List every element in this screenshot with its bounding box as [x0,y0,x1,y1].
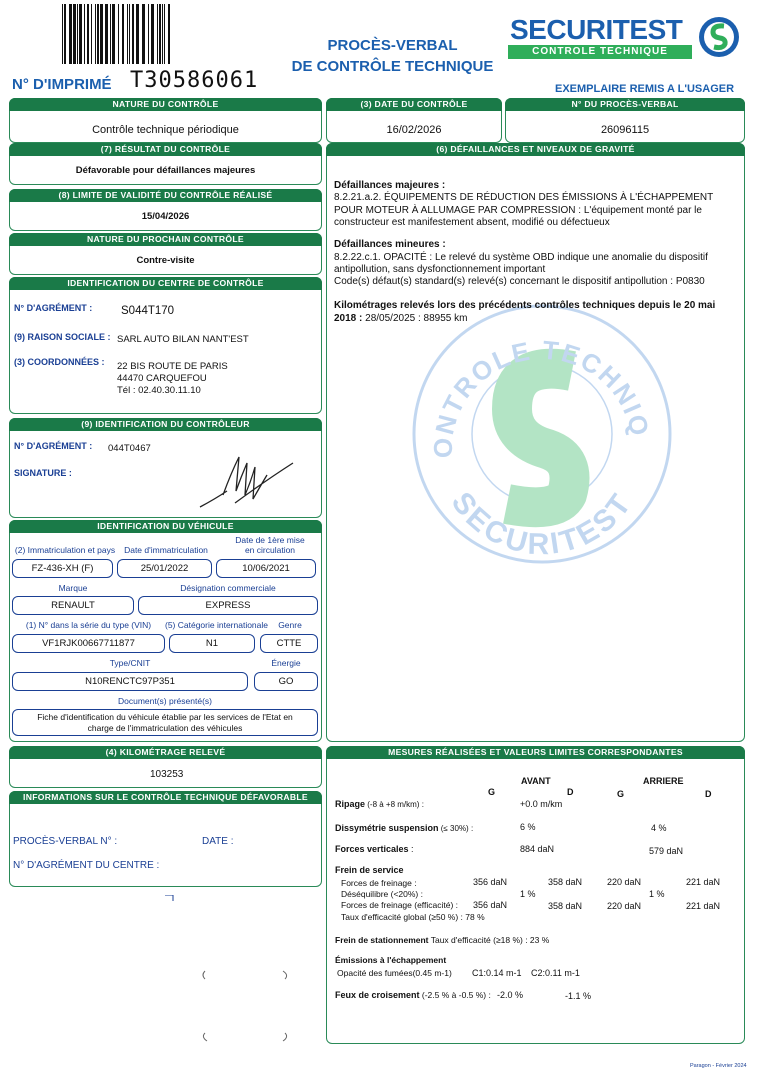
date-controle-box [326,98,502,143]
desequilibre-label: Déséquilibre (<20%) : [341,889,423,899]
centre-agrement-value: S044T170 [121,305,175,317]
opacite-c1: C1:0.14 m-1 [472,968,522,978]
type-label: Type/CNIT [109,658,151,668]
mineures-line2: antipollution, sans dysfonctionnement important [334,264,546,275]
nature-controle-title: NATURE DU CONTRÔLE [9,98,322,111]
ff-arriere-g: 220 daN [607,877,642,887]
controleur-agrement-value: 044T0467 [108,443,151,454]
feux-gauche: -2.0 % [497,990,524,1000]
stationnement-value: Taux d'efficacité (≥18 %) : 23 % [428,935,550,945]
centre-address1: 22 BIS ROUTE DE PARIS [117,361,228,372]
barcode-bar [157,4,158,64]
barcode-bar [168,4,170,64]
date-immat-value: 25/01/2022 [117,559,212,578]
majeures-title: Défaillances majeures : [334,180,446,191]
pv-number-value: 26096115 [600,124,650,136]
barcode-bar [79,4,82,64]
document-title-line1: PROCÈS-VERBAL [327,37,458,54]
forces-verticales-label: Forces verticales [335,844,409,854]
centre-raison-value: SARL AUTO BILAN NANT'EST [117,334,249,345]
centre-address2: 44470 CARQUEFOU [117,373,207,384]
ripage-limit: (-8 à +8 m/km) : [365,800,424,809]
designation-value: EXPRESS [138,596,318,615]
ffe-arriere-g: 220 daN [607,901,642,911]
first-circ-value: 10/06/2021 [216,559,316,578]
kilometrage-box [9,746,322,788]
prochain-value: Contre-visite [136,255,195,266]
watermark-top-text: ONTROLE TECHNIQ [427,334,656,459]
barcode-bar [112,4,115,64]
ff-avant-g: 356 daN [473,877,508,887]
ff-efficacite-label: Forces de freinage (efficacité) : [341,900,459,910]
ripage-value: +0.0 m/km [520,799,563,809]
centre-title: IDENTIFICATION DU CENTRE DE CONTRÔLE [9,277,322,290]
watermark-bottom-text: SECURITEST [444,486,640,562]
barcode-bar [142,4,145,64]
opacite-c2: C2:0.11 m-1 [531,968,580,978]
desequilibre-avant: 1 % [520,889,536,899]
stationnement-row [335,935,549,945]
pv-number-title: N° DU PROCÈS-VERBAL [505,98,745,111]
kilometrage-title: (4) KILOMÉTRAGE RELEVÉ [9,746,322,759]
centre-agrement-label: N° D'AGRÉMENT : [14,303,93,313]
feux-droit: -1.1 % [565,991,592,1001]
pv-number-box [505,98,745,143]
resultat-title: (7) RÉSULTAT DU CONTRÔLE [9,143,322,156]
controleur-agrement-label: N° D'AGRÉMENT : [14,441,93,451]
imprime-number: T30586061 [130,68,259,93]
majeures-line3: constructeur est manifestement absent, modifié ou défectueux [334,217,610,228]
barcode-bar [151,4,154,64]
immat-value: FZ-436-XH (F) [12,559,113,578]
footer-note: Paragon - Février 2024 [690,1063,747,1069]
stamp-frame-marks [165,895,315,1058]
opacite-label: Opacité des fumées(0.45 m-1) [337,968,452,978]
date-controle-value: 16/02/2026 [386,124,442,136]
signature-label: SIGNATURE : [14,468,72,478]
km-prev-value: 28/05/2025 : 88955 km [362,313,468,324]
barcode-bar [87,4,89,64]
frein-service-label: Frein de service [335,865,404,875]
exemplaire-label: EXEMPLAIRE REMIS A L'USAGER [555,83,735,95]
dissymetrie-label: Dissymétrie suspension [335,823,439,833]
designation-label: Désignation commerciale [180,583,276,593]
barcode-bar [162,4,163,64]
ff-avant-d: 358 daN [548,877,583,887]
categorie-value: N1 [169,634,255,653]
barcode-bar [148,4,149,64]
marque-label: Marque [58,583,88,593]
arriere-header: ARRIERE [643,776,684,786]
barcode-bar [132,4,134,64]
taux-efficacite-global: Taux d'efficacité global (≥50 %) : 78 % [341,912,485,922]
avant-header: AVANT [521,776,551,786]
kilometrage-value: 103253 [150,769,184,780]
defaillances-title: (6) DÉFAILLANCES ET NIVEAUX DE GRAVITÉ [326,143,745,156]
barcode-bar [73,4,76,64]
barcode-bar [105,4,108,64]
forces-verticales-row [335,844,414,854]
defavorable-title: INFORMATIONS SUR LE CONTRÔLE TECHNIQUE DÉFAVORABLE [9,791,322,804]
first-circ-label-b: en circulation [244,545,296,555]
documents-line2: charge de l'immatriculation des véhicules [87,723,243,733]
centre-coord-label: (3) COORDONNÉES : [14,357,105,367]
barcode-bar [95,4,96,64]
defavorable-date-label: DATE : [202,836,234,847]
defaillances-box [326,143,745,742]
centre-box [9,277,322,414]
dissymetrie-arriere: 4 % [651,823,667,833]
dissymetrie-row [335,823,473,833]
documents-label: Document(s) présenté(s) [117,696,212,706]
barcode-bar [97,4,99,64]
ffe-avant-g: 356 daN [473,900,508,910]
mineures-title: Défaillances mineures : [334,239,446,250]
vin-value: VF1RJK00667711877 [12,634,165,653]
barcode-bar [100,4,103,64]
date-controle-title: (3) DATE DU CONTRÔLE [326,98,502,111]
barcode-bar [129,4,130,64]
mineures-line1: 8.2.22.c.1. OPACITÉ : Le relevé du système OBD indique une anomalie du dispositif [334,252,708,263]
ripage-row [335,799,424,809]
imprime-label: N° D'IMPRIMÉ [12,76,112,93]
barcode-bar [69,4,72,64]
vehicule-title: IDENTIFICATION DU VÉHICULE [9,520,322,533]
vehicule-box [9,520,322,742]
energie-value: GO [254,672,318,691]
ripage-label: Ripage [335,799,366,809]
genre-label: Genre [278,620,302,630]
validite-title: (8) LIMITE DE VALIDITÉ DU CONTRÔLE RÉALISÉ [9,189,322,202]
dissymetrie-limit: (≤ 30%) : [438,824,474,833]
brand-s-icon [696,14,742,63]
immat-label: (2) Immatriculation et pays [14,545,116,555]
nature-controle-box [9,98,322,143]
barcode [60,4,175,66]
signature [195,433,305,516]
barcode-bar [91,4,92,64]
feux-limit: (-2.5 % à -0.5 %) : [419,990,491,1000]
validite-value: 15/04/2026 [141,211,190,222]
brand-subtitle: CONTROLE TECHNIQUE [508,45,692,59]
avant-d-header: D [567,787,574,797]
barcode-bar [122,4,124,64]
first-circ-label-a: Date de 1ère mise [235,535,305,545]
forces-freinage-label: Forces de freinage : [341,878,417,888]
document-title-line2: DE CONTRÔLE TECHNIQUE [291,58,494,75]
majeures-line1: 8.2.21.a.2. ÉQUIPEMENTS DE RÉDUCTION DES ÉMISSIONS À L'ÉCHAPPEMENT [334,192,714,203]
prochain-box [9,233,322,275]
defavorable-box [9,791,322,887]
stationnement-label: Frein de stationnement [335,935,429,945]
prochain-title: NATURE DU PROCHAIN CONTRÔLE [9,233,322,246]
date-immat-label: Date d'immatriculation [124,545,208,555]
nature-controle-value: Contrôle technique périodique [92,124,239,136]
genre-value: CTTE [260,634,318,653]
barcode-bar [136,4,139,64]
type-value: N10RENCTC97P351 [12,672,248,691]
ff-arriere-d: 221 daN [686,877,721,887]
barcode-bar [118,4,119,64]
validite-box [9,189,322,231]
defavorable-pv-label: PROCÈS-VERBAL N° : [13,836,118,847]
defavorable-agrement-label: N° D'AGRÉMENT DU CENTRE : [13,860,160,871]
barcode-bar [64,4,66,64]
barcode-bar [84,4,85,64]
marque-value: RENAULT [12,596,134,615]
km-prev-line2 [334,313,467,324]
resultat-value: Défavorable pour défaillances majeures [75,165,256,176]
ffe-avant-d: 358 daN [548,901,583,911]
brand-name: SECURITEST [510,14,683,45]
barcode-bar [110,4,111,64]
dissymetrie-avant: 6 % [520,822,536,832]
feux-row [335,990,491,1000]
mesures-box [326,746,745,1044]
forces-verticales-limit: : [408,844,414,854]
arriere-g-header: G [617,789,625,799]
documents-value [12,709,318,736]
barcode-bar [159,4,161,64]
forces-verticales-avant: 884 daN [520,844,555,854]
vin-label: (1) N° dans la série du type (VIN) [25,620,152,630]
barcode-bar [77,4,78,64]
majeures-line2: POUR MOTEUR À ALLUMAGE PAR COMPRESSION : L'équipement monté par le [334,205,702,216]
emissions-title: Émissions à l'échappement [335,955,447,965]
mineures-line3: Code(s) défaut(s) standard(s) relevé(s) concernant le dispositif antipollution : P0830 [334,276,705,287]
mesures-title: MESURES RÉALISÉES ET VALEURS LIMITES CORRESPONDANTES [326,746,745,759]
resultat-box [9,143,322,185]
km-prev-year: 2018 : [334,313,363,324]
documents-line1: Fiche d'identification du véhicule établie par les services de l'Etat en [37,712,293,722]
ffe-arriere-d: 221 daN [686,901,721,911]
desequilibre-arriere: 1 % [649,889,665,899]
forces-verticales-arriere: 579 daN [649,846,684,856]
centre-raison-label: (9) RAISON SOCIALE : [14,332,111,342]
barcode-bar [62,4,63,64]
controleur-box [9,418,322,518]
barcode-bar [164,4,165,64]
arriere-d-header: D [705,789,712,799]
feux-label: Feux de croisement [335,990,420,1000]
securitest-logo [508,14,748,62]
km-prev-line1: Kilométrages relevés lors des précédents contrôles techniques depuis le 20 mai [334,300,716,311]
barcode-bar [127,4,128,64]
controleur-title: (9) IDENTIFICATION DU CONTRÔLEUR [9,418,322,431]
watermark-logo [407,299,677,572]
centre-phone: Tél : 02.40.30.11.10 [117,385,201,396]
energie-label: Énergie [271,658,301,668]
categorie-label: (5) Catégorie internationale [165,620,269,630]
avant-g-header: G [488,787,496,797]
